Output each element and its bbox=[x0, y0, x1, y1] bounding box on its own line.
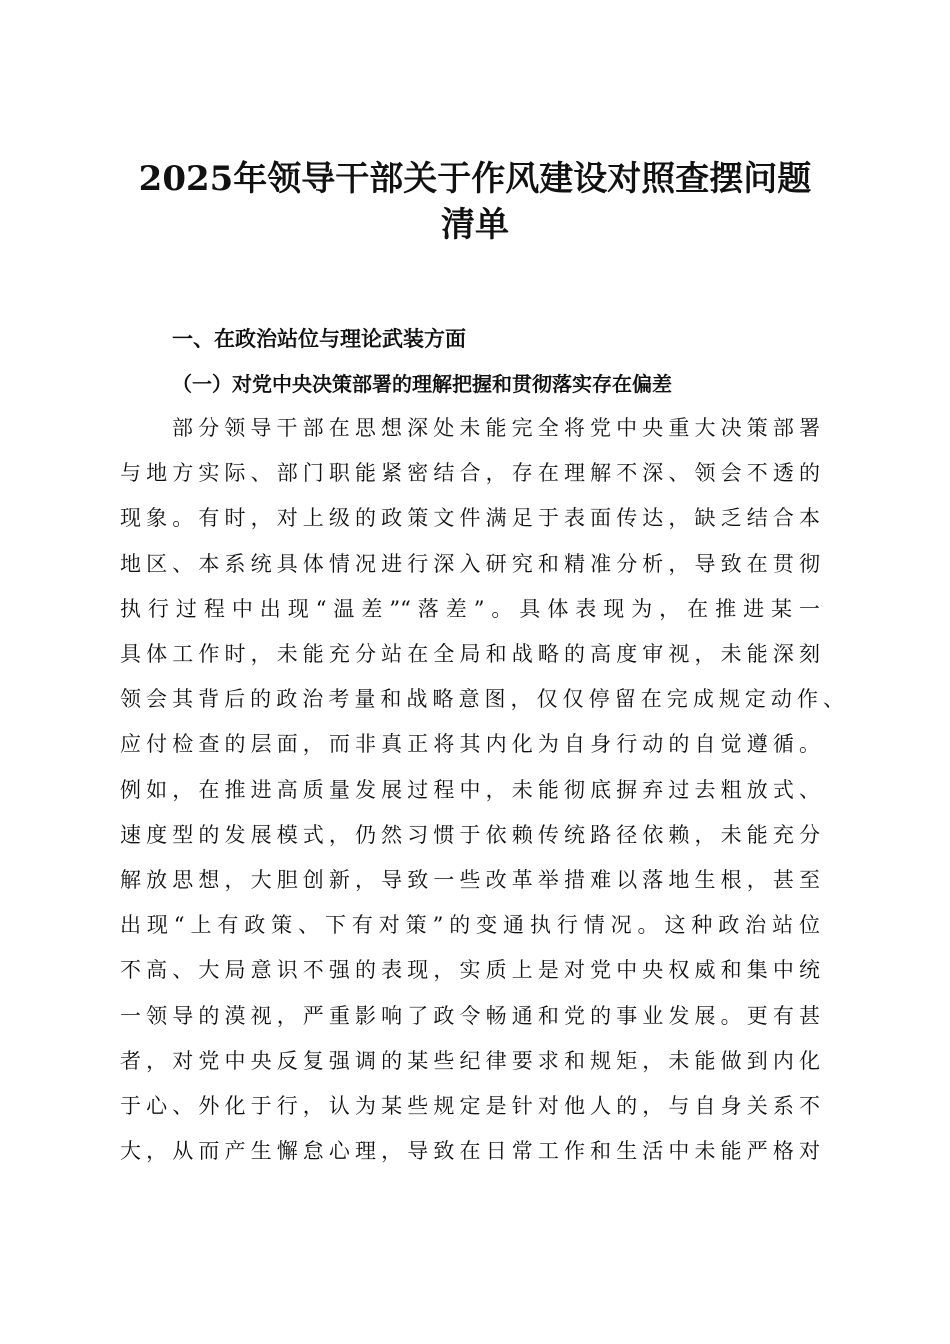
body-paragraph bbox=[120, 406, 844, 1174]
body-line: 现象。有时，对上级的政策文件满足于表面传达，缺乏结合本 bbox=[120, 506, 820, 531]
body-line: 部分领导干部在思想深处未能完全将党中央重大决策部署 bbox=[172, 416, 820, 440]
section-heading: 一、在政治站位与理论武装方面 bbox=[172, 327, 466, 351]
body-line: 者，对党中央反复强调的某些纪律要求和规矩，未能做到内化 bbox=[120, 1048, 820, 1073]
body-line: 出现“上有政策、下有对策”的变通执行情况。这种政治站位 bbox=[120, 913, 820, 938]
body-line: 速度型的发展模式，仍然习惯于依赖传统路径依赖，未能充分 bbox=[120, 822, 820, 847]
body-line: 例如，在推进高质量发展过程中，未能彻底摒弃过去粗放式、 bbox=[120, 777, 820, 802]
body-line: 与地方实际、部门职能紧密结合，存在理解不深、领会不透的 bbox=[120, 461, 820, 486]
document-title bbox=[100, 156, 850, 248]
body-line: 大，从而产生懈怠心理，导致在日常工作和生活中未能严格对 bbox=[120, 1139, 820, 1164]
subsection-heading: （一）对党中央决策部署的理解把握和贯彻落实存在偏差 bbox=[172, 372, 672, 396]
body-line: 解放思想，大胆创新，导致一些改革举措难以落地生根，甚至 bbox=[120, 868, 820, 893]
body-line: 不高、大局意识不强的表现，实质上是对党中央权威和集中统 bbox=[120, 958, 820, 983]
body-line: 一领导的漠视，严重影响了政令畅通和党的事业发展。更有甚 bbox=[120, 1003, 820, 1028]
body-line: 应付检查的层面，而非真正将其内化为自身行动的自觉遵循。 bbox=[120, 732, 820, 757]
document-title-line-2: 清单 bbox=[441, 205, 509, 245]
body-line: 具体工作时，未能充分站在全局和战略的高度审视，未能深刻 bbox=[120, 642, 820, 667]
body-line: 于心、外化于行，认为某些规定是针对他人的，与自身关系不 bbox=[120, 1094, 820, 1119]
body-line: 地区、本系统具体情况进行深入研究和精准分析，导致在贯彻 bbox=[120, 551, 820, 576]
document-title-line-1: 2025年领导干部关于作风建设对照查摆问题 bbox=[138, 159, 812, 199]
body-line: 领会其背后的政治考量和战略意图，仅仅停留在完成规定动作、 bbox=[120, 687, 844, 712]
body-line: 执行过程中出现“温差”“落差”。具体表现为，在推进某一 bbox=[120, 596, 820, 621]
